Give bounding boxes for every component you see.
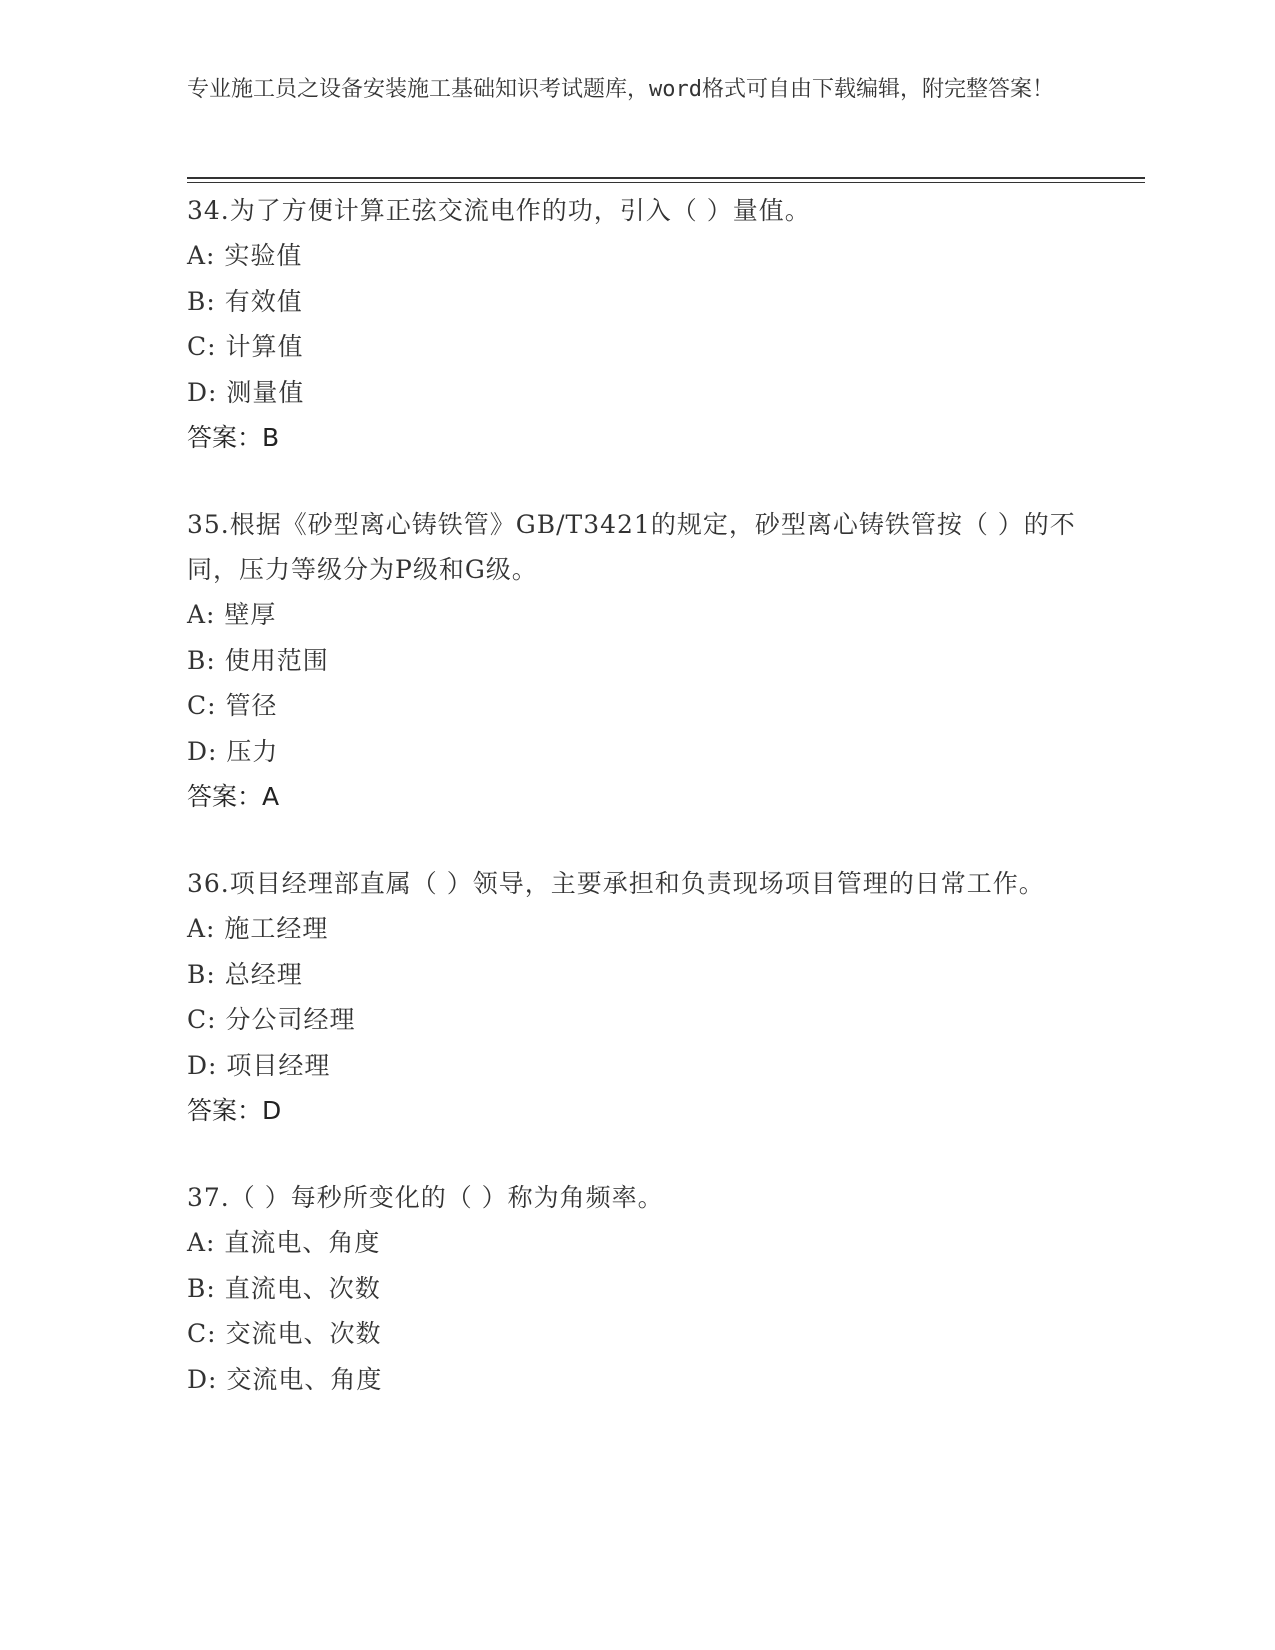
document-header: 专业施工员之设备安装施工基础知识考试题库，word格式可自由下载编辑，附完整答案！ bbox=[187, 77, 1054, 102]
option-a: A: 实验值 bbox=[187, 241, 303, 270]
option-a: A: 直流电、角度 bbox=[187, 1228, 381, 1257]
question-37 bbox=[187, 1175, 1107, 1402]
option-a: A: 施工经理 bbox=[187, 914, 329, 943]
option-b: B: 有效值 bbox=[187, 286, 303, 316]
answer-text: 答案：A bbox=[187, 782, 280, 811]
option-c: C: 分公司经理 bbox=[187, 1005, 356, 1034]
option-d: D: 测量值 bbox=[187, 377, 305, 407]
option-c: C: 管径 bbox=[187, 691, 278, 720]
option-b: B: 直流电、次数 bbox=[187, 1273, 381, 1303]
option-c: C: 交流电、次数 bbox=[187, 1319, 382, 1348]
header-divider-thin bbox=[187, 182, 1145, 183]
question-text: 36.项目经理部直属（ ）领导，主要承担和负责现场项目管理的日常工作。 bbox=[187, 869, 1045, 898]
question-35 bbox=[187, 502, 1107, 819]
question-list bbox=[187, 188, 1107, 1402]
option-d: D: 压力 bbox=[187, 736, 279, 766]
option-b: B: 使用范围 bbox=[187, 645, 329, 675]
option-b: B: 总经理 bbox=[187, 959, 303, 989]
option-d: D: 项目经理 bbox=[187, 1050, 331, 1080]
question-text: 34.为了方便计算正弦交流电作的功，引入（ ）量值。 bbox=[187, 196, 811, 225]
header-divider-thick bbox=[187, 177, 1145, 179]
question-text: 35.根据《砂型离心铸铁管》GB/T3421的规定，砂型离心铸铁管按（ ）的不同，压力等级分为P级和G级。 bbox=[187, 510, 1076, 584]
question-36 bbox=[187, 861, 1107, 1133]
question-34 bbox=[187, 188, 1107, 460]
option-d: D: 交流电、角度 bbox=[187, 1364, 383, 1394]
question-text: 37.（ ）每秒所变化的（ ）称为角频率。 bbox=[187, 1183, 664, 1212]
answer-text: 答案：D bbox=[187, 1096, 282, 1125]
answer-text: 答案：B bbox=[187, 423, 280, 452]
option-a: A: 壁厚 bbox=[187, 600, 277, 629]
option-c: C: 计算值 bbox=[187, 332, 304, 361]
